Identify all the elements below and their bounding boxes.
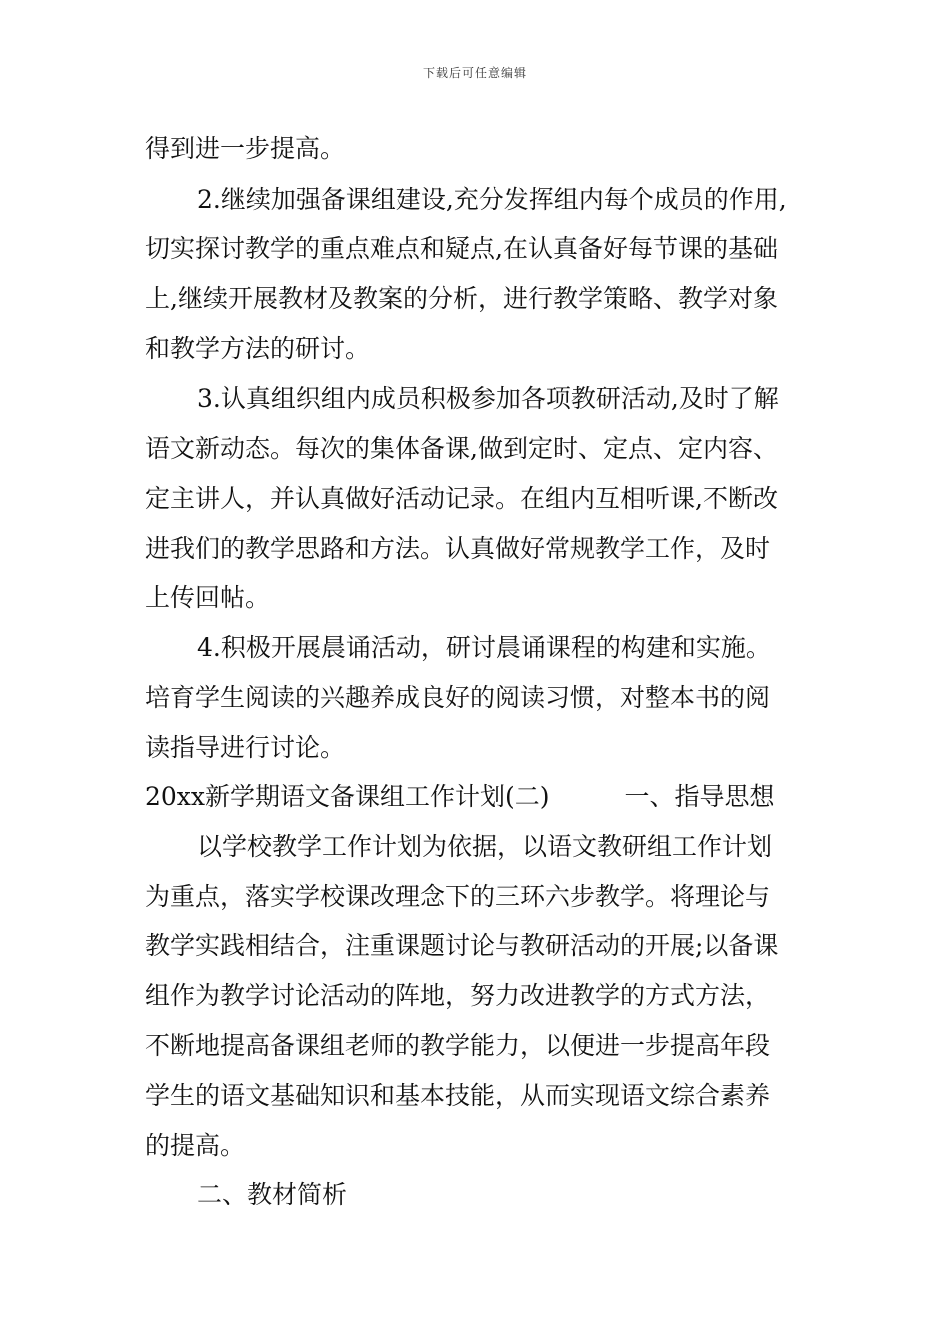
paragraph-line: 4.积极开展晨诵活动，研讨晨诵课程的构建和实施。 [197, 633, 771, 662]
paragraph-line: 进我们的教学思路和方法。认真做好常规教学工作，及时 [145, 534, 771, 563]
paragraph-line: 语文新动态。每次的集体备课,做到定时、定点、定内容、 [145, 434, 778, 463]
paragraph-line: 组作为教学讨论活动的阵地，努力改进教学的方式方法， [145, 981, 771, 1010]
paragraph-line: 切实探讨教学的重点难点和疑点,在认真备好每节课的基础 [145, 234, 778, 263]
header-watermark: 下载后可任意编辑 [422, 66, 527, 80]
paragraph-line: 读指导进行讨论。 [145, 733, 346, 762]
paragraph-line: 上传回帖。 [145, 583, 271, 612]
paragraph-line: 教学实践相结合，注重课题讨论与教研活动的开展;以备课 [145, 931, 779, 960]
paragraph-line: 不断地提高备课组老师的教学能力，以便进一步提高年段 [145, 1031, 771, 1060]
section-title-line: 20xx新学期语文备课组工作计划(二) 一、指导思想 [145, 782, 775, 811]
paragraph-line: 和教学方法的研讨。 [145, 334, 371, 363]
paragraph-line: 定主讲人，并认真做好活动记录。在组内互相听课,不断改 [145, 484, 778, 513]
paragraph-line: 上,继续开展教材及教案的分析，进行教学策略、教学对象 [145, 284, 778, 313]
paragraph-line: 的提高。 [145, 1131, 246, 1160]
paragraph-line: 3.认真组织组内成员积极参加各项教研活动,及时了解 [197, 384, 779, 413]
paragraph-line: 为重点，落实学校课改理念下的三环六步教学。将理论与 [145, 882, 771, 911]
paragraph-line: 2.继续加强备课组建设,充分发挥组内每个成员的作用, [197, 185, 787, 214]
section-heading: 二、教材简析 [197, 1180, 348, 1209]
paragraph-line: 培育学生阅读的兴趣养成良好的阅读习惯，对整本书的阅 [145, 683, 771, 712]
paragraph-line: 学生的语文基础知识和基本技能，从而实现语文综合素养 [145, 1081, 771, 1110]
paragraph-line: 以学校教学工作计划为依据，以语文教研组工作计划 [197, 832, 773, 861]
paragraph-line: 得到进一步提高。 [145, 134, 346, 163]
